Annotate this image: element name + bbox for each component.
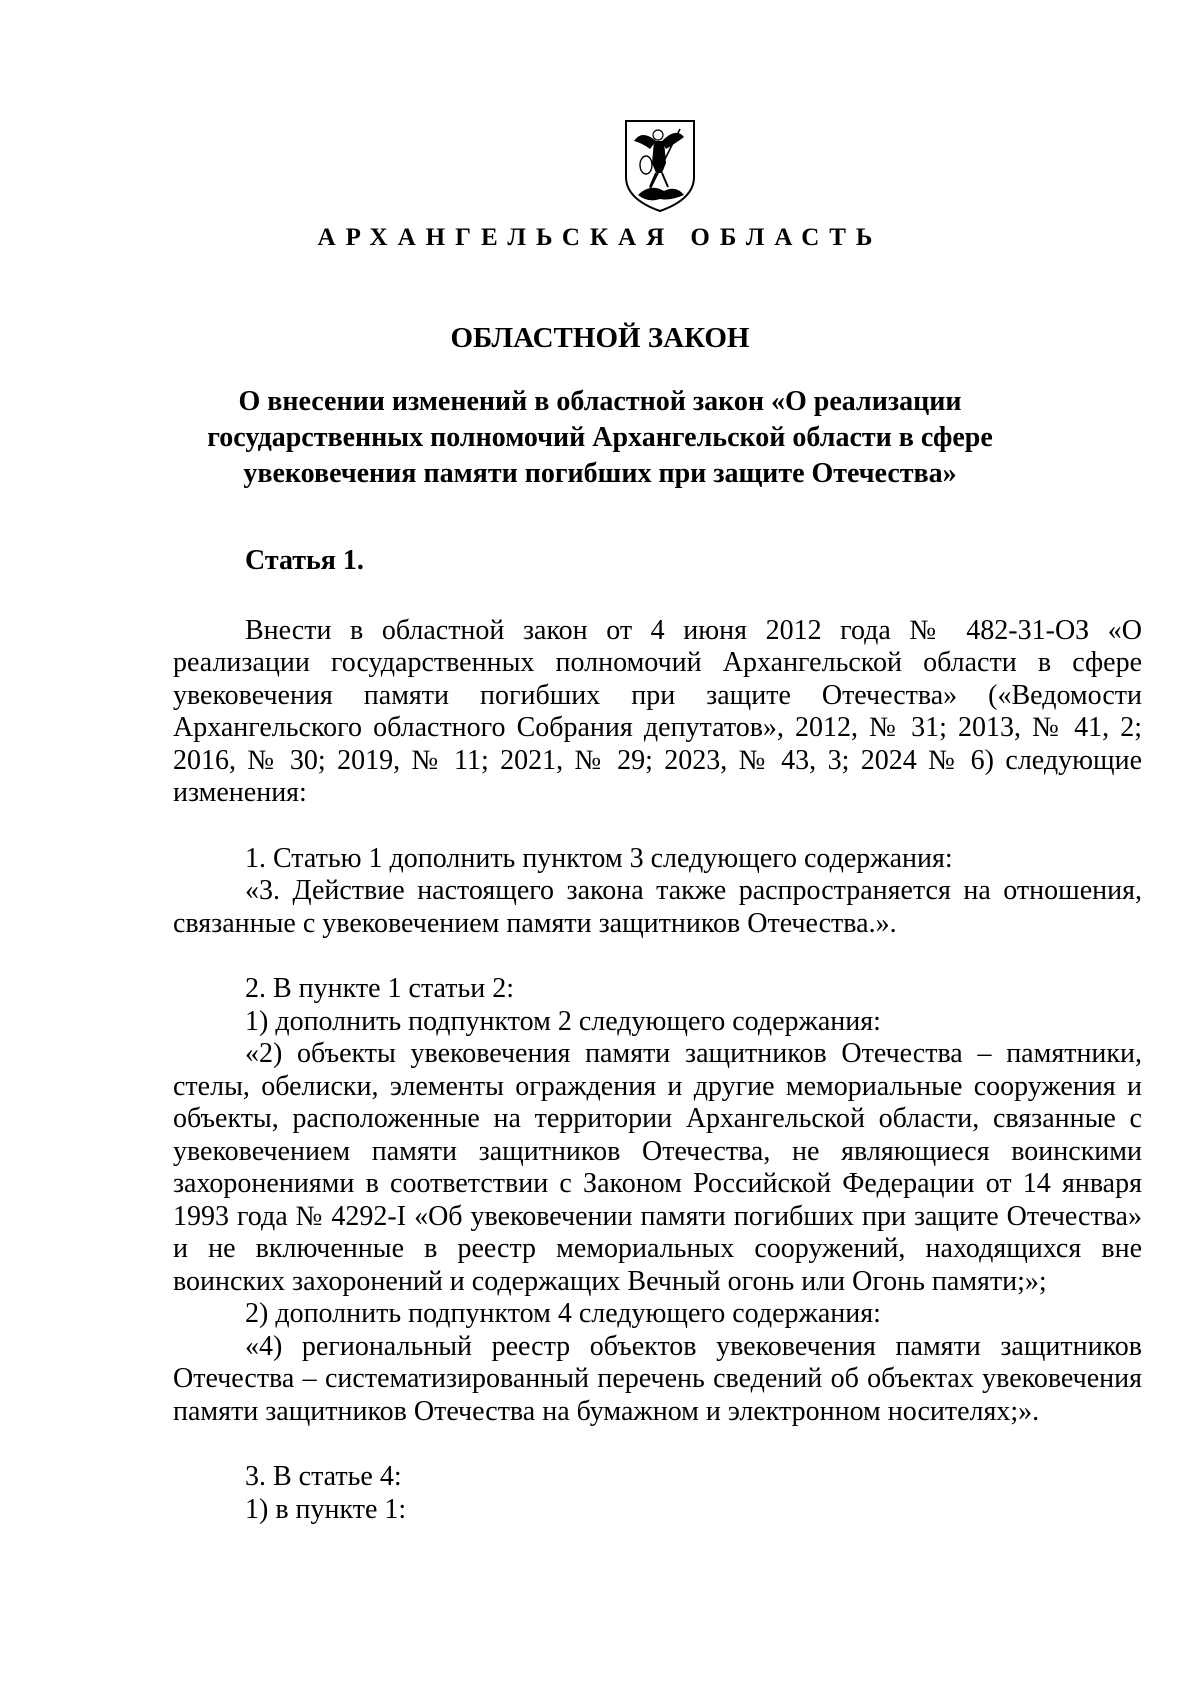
item-2-title: 2. В пункте 1 статьи 2: (245, 973, 515, 1004)
article-heading: Статья 1. (245, 545, 364, 576)
item-1-text: «3. Действие настоящего закона также распространяется на отношения, связанные с увековечением памяти защитников Отечества.». (173, 875, 1142, 939)
item-2-subitem-2: 2) дополнить подпунктом 4 следующего содержания: (245, 1298, 881, 1329)
region-name: АРХАНГЕЛЬСКАЯ ОБЛАСТЬ (317, 224, 883, 251)
document-body (173, 545, 1142, 1526)
item-2-subitem-1-text: «2) объекты увековечения памяти защитников Отечества – памятники, стелы, обелиски, элементы ограждения и другие мемориальные сооружения и объекты, расположенные на территории Архангельской области, связанные с увековечением памяти защитников Отечества, не являющиеся воинскими захоронениями в соответствии с Законом Российской Федерации от 14 января 1993 года № 4292-I «Об увековечении памяти погибших при защите Отечества» и не включенные в реестр мемориальных сооружений, находящихся вне воинских захоронений и содержащих Вечный огонь или Огонь памяти;»; (173, 1038, 1142, 1297)
article-intro-paragraph: Внести в областной закон от 4 июня 2012 года № 482-31-ОЗ «О реализации государственных полномочий Архангельской области в сфере увековечения памяти погибших при защите Отечества» («Ведомости Архангельского областного Собрания депутатов», 2012, № 31; 2013, № 41, 2; 2016, № 30; 2019, № 11; 2021, № 29; 2023, № 43, 3; 2024 № 6) следующие изменения: (173, 614, 1142, 808)
item-3-subitem-1: 1) в пункте 1: (245, 1493, 407, 1525)
item-1-title: 1. Статью 1 дополнить пунктом 3 следующего содержания: (245, 842, 953, 874)
law-title: О внесении изменений в областной закон «О реализации государственных полномочий Архангельской области в сфере увековечения памяти погибших при защите Отечества» (207, 386, 993, 489)
item-2-subitem-2-text: «4) региональный реестр объектов увековечения памяти защитников Отечества – систематизированный перечень сведений об объектах увековечения памяти защитников Отечества на бумажном и электронном носителях;». (173, 1330, 1142, 1427)
law-type-heading: ОБЛАСТНОЙ ЗАКОН (450, 322, 750, 354)
coat-of-arms-icon (620, 115, 700, 215)
item-3-title: 3. В статье 4: (245, 1461, 402, 1492)
item-2-subitem-1: 1) дополнить подпунктом 2 следующего содержания: (245, 1005, 881, 1037)
